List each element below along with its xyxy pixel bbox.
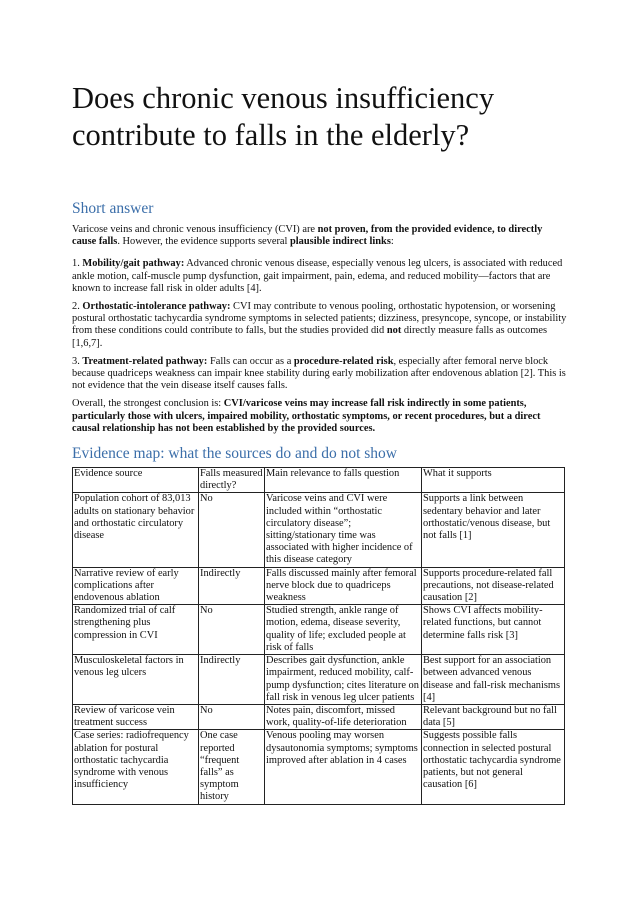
table-row <box>73 704 565 729</box>
table-cell: Falls discussed mainly after femoral nerve block due to quadriceps weakness <box>265 567 422 605</box>
table-row <box>73 567 565 605</box>
point-text: CVI may contribute to venous pooling, orthostatic hypotension, or worsening postural orthostatic tachycardia syndrome symptoms in selected patients; dizziness, presyncope, syncope, or instability from these conditions could contribute to falls, but the studies provided did <box>72 301 567 337</box>
table-cell: Shows CVI affects mobility-related functions, but cannot determine falls risk [3] <box>422 605 565 655</box>
point-text: Falls can occur as a <box>207 355 294 367</box>
table-cell: Varicose veins and CVI were included within “orthostatic circulatory disease”; sitting/stationary time was associated with higher incidence of this disease category <box>265 493 422 567</box>
table-cell: Indirectly <box>199 567 265 605</box>
point-text-2: directly measure falls as outcomes [1,6,7]. <box>72 325 547 349</box>
table-cell: Supports procedure-related fall precautions, not disease-related causation [2] <box>422 567 565 605</box>
column-header: What it supports <box>422 468 565 493</box>
point-number: 3. <box>72 355 83 367</box>
table-header-row <box>73 468 565 493</box>
column-header: Falls measured directly? <box>200 468 263 492</box>
point-emphasis: not <box>386 325 402 337</box>
conclusion-bold: CVI/varicose veins may increase fall risk indirectly in some patients, particularly those with ulcers, impaired mobility, orthostatic symptoms, or recent procedures, but a direct causal relationship has not been established by the provided sources. <box>72 398 541 434</box>
point-emphasis: procedure-related risk <box>293 355 394 367</box>
conclusion-paragraph <box>72 398 567 435</box>
intro-text-2: . However, the evidence supports several <box>117 236 291 248</box>
table-cell: Venous pooling may worsen dysautonomia symptoms; symptoms improved after ablation in 4 cases <box>265 730 422 804</box>
table-cell: No <box>199 704 265 729</box>
intro-text-1: Varicose veins and chronic venous insufficiency (CVI) are <box>72 224 318 235</box>
table-cell: Relevant background but no fall data [5] <box>422 704 565 729</box>
table-row <box>73 655 565 705</box>
point-heading: Treatment-related pathway: <box>82 355 208 367</box>
intro-bold-2: plausible indirect links <box>290 236 391 248</box>
point-mobility <box>72 258 567 295</box>
table-cell: Randomized trial of calf strengthening plus compression in CVI <box>73 605 199 655</box>
intro-text-3: : <box>390 236 394 248</box>
evidence-map-heading: Evidence map: what the sources do and do not show <box>72 445 397 463</box>
table-cell: Review of varicose vein treatment success <box>73 704 199 729</box>
column-header: Evidence source <box>73 468 199 493</box>
evidence-table <box>72 467 565 804</box>
point-number: 1. <box>72 258 83 270</box>
table-cell: Supports a link between sedentary behavior and later orthostatic/venous disease, but not falls [1] <box>422 493 565 567</box>
point-heading: Mobility/gait pathway: <box>82 258 185 270</box>
point-heading: Orthostatic-intolerance pathway: <box>82 301 231 313</box>
short-answer-heading: Short answer <box>72 200 154 217</box>
table-cell: Describes gait dysfunction, ankle impairment, reduced mobility, calf-pump dysfunction; cites literature on fall risk in venous leg ulcer patients <box>265 655 422 705</box>
table-cell: Notes pain, discomfort, missed work, quality-of-life deterioration <box>265 704 422 729</box>
point-treatment <box>72 356 567 393</box>
table-cell: Best support for an association between advanced venous disease and fall-risk mechanisms [4] <box>422 655 565 705</box>
table-cell: One case reported “frequent falls” as symptom history <box>199 730 265 804</box>
table-row <box>73 605 565 655</box>
intro-paragraph <box>72 224 567 248</box>
intro-bold-1: not proven, from the provided evidence, to directly cause falls <box>72 224 543 248</box>
table-row <box>73 730 565 804</box>
table-cell: No <box>199 605 265 655</box>
table-cell: Case series: radiofrequency ablation for postural orthostatic tachycardia syndrome with venous insufficiency <box>73 730 199 804</box>
table-row <box>73 493 565 567</box>
document-page <box>72 80 567 805</box>
table-cell: Musculoskeletal factors in venous leg ulcers <box>73 655 199 705</box>
table-cell: Suggests possible falls connection in selected postural orthostatic tachycardia syndrome patients, but not general causation [6] <box>422 730 565 804</box>
point-number: 2. <box>72 301 83 313</box>
table-cell: Indirectly <box>199 655 265 705</box>
page-title: Does chronic venous insufficiency contribute to falls in the elderly? <box>72 81 495 152</box>
point-text: Advanced chronic venous disease, especially venous leg ulcers, is associated with reduced ankle motion, calf-muscle pump dysfunction, gait impairment, pain, edema, and reduced mobility—factors that are known to increase fall risk in older adults [4]. <box>72 258 563 294</box>
table-cell: Narrative review of early complications after endovenous ablation <box>73 567 199 605</box>
table-cell: Population cohort of 83,013 adults on stationary behavior and orthostatic circulatory disease <box>73 493 199 567</box>
point-text-2: , especially after femoral nerve block because quadriceps weakness can impair knee stability during early mobilization after endovenous ablation [2]. This is not evidence that the vein disease itself causes falls. <box>72 355 566 392</box>
point-orthostatic <box>72 301 567 350</box>
column-header: Main relevance to falls question <box>265 468 422 493</box>
table-cell: Studied strength, ankle range of motion, edema, disease severity, quality of life; excluded people at risk of falls <box>265 605 422 655</box>
table-cell: No <box>199 493 265 567</box>
conclusion-text: Overall, the strongest conclusion is: <box>72 398 224 410</box>
